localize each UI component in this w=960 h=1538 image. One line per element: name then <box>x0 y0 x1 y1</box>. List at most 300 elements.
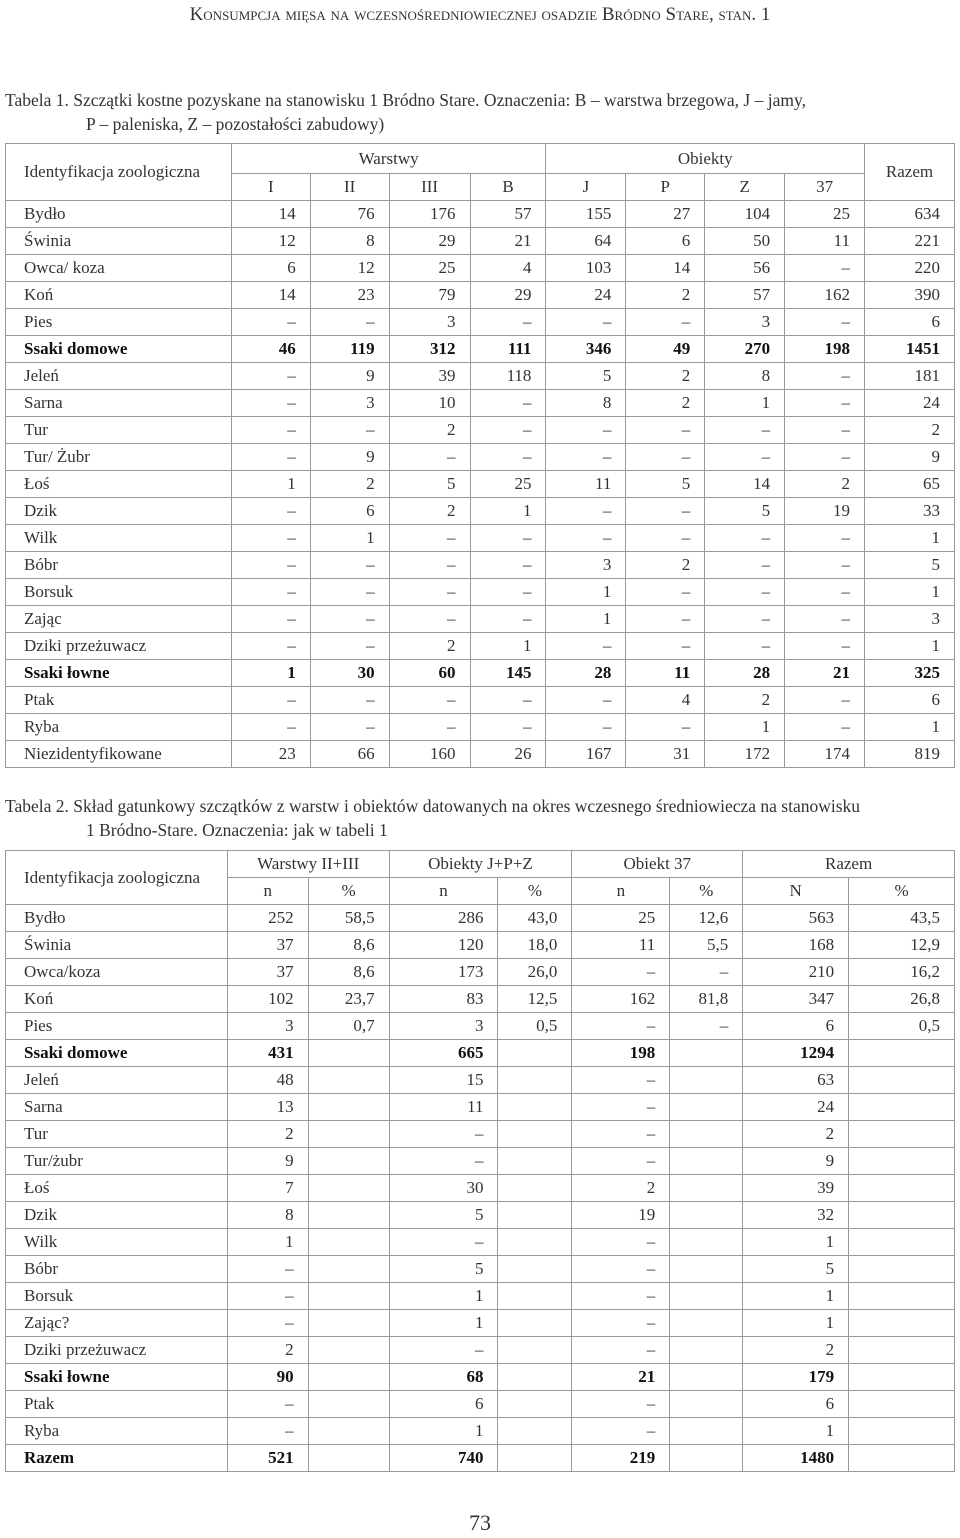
table-row <box>6 905 955 932</box>
table-cell: 12,6 <box>670 905 743 932</box>
table-cell: 5 <box>389 471 470 498</box>
table-cell: 1 <box>705 714 785 741</box>
table-cell <box>308 1229 389 1256</box>
table-cell: – <box>572 1337 670 1364</box>
table-cell: 9 <box>743 1148 849 1175</box>
table-cell <box>670 1310 743 1337</box>
table-cell: 1 <box>470 633 546 660</box>
table-cell: 1 <box>743 1310 849 1337</box>
table-cell: 2 <box>389 498 470 525</box>
table-cell: 10 <box>389 390 470 417</box>
table-cell <box>498 1067 572 1094</box>
table-cell: 2 <box>785 471 865 498</box>
table-cell: 162 <box>572 986 670 1013</box>
row-label: Pies <box>6 309 232 336</box>
table-cell: – <box>389 687 470 714</box>
table-cell: 2 <box>227 1121 308 1148</box>
table-row <box>6 606 955 633</box>
table-cell: 2 <box>227 1337 308 1364</box>
table1-group-warstwy: Warstwy <box>231 144 546 174</box>
table-cell: – <box>389 1148 498 1175</box>
table-cell <box>849 1094 955 1121</box>
table-cell: – <box>227 1256 308 1283</box>
table-row <box>6 741 955 768</box>
table-cell: – <box>572 1310 670 1337</box>
table-cell: 176 <box>389 201 470 228</box>
table-row <box>6 986 955 1013</box>
table-cell: 13 <box>227 1094 308 1121</box>
table-cell: – <box>785 579 865 606</box>
table-row <box>6 552 955 579</box>
table-cell: 103 <box>546 255 626 282</box>
row-label: Tur <box>6 1121 228 1148</box>
table-cell: – <box>785 606 865 633</box>
row-label: Razem <box>6 1445 228 1472</box>
table-cell <box>670 1094 743 1121</box>
table-cell: – <box>389 552 470 579</box>
table-cell: 3 <box>546 552 626 579</box>
table-cell: 162 <box>785 282 865 309</box>
table-cell <box>670 1067 743 1094</box>
row-label: Bydło <box>6 905 228 932</box>
row-label: Sarna <box>6 1094 228 1121</box>
row-label: Koń <box>6 986 228 1013</box>
table-cell: – <box>785 363 865 390</box>
table-cell: 0,7 <box>308 1013 389 1040</box>
table-cell: 1 <box>389 1310 498 1337</box>
table-cell: 8,6 <box>308 932 389 959</box>
table1-column-header: 37 <box>785 174 865 201</box>
table-cell <box>849 1175 955 1202</box>
table-cell: 26 <box>470 741 546 768</box>
table-row <box>6 228 955 255</box>
table-cell: – <box>626 633 705 660</box>
table-cell <box>308 1067 389 1094</box>
table-cell: 30 <box>310 660 389 687</box>
table2-subcolumn-header: n <box>572 878 670 905</box>
row-label: Owca/ koza <box>6 255 232 282</box>
table-cell: 60 <box>389 660 470 687</box>
table-row <box>6 525 955 552</box>
table-cell: – <box>572 1418 670 1445</box>
table-cell: 81,8 <box>670 986 743 1013</box>
table-cell: – <box>389 525 470 552</box>
table-cell <box>498 1418 572 1445</box>
table-cell: 6 <box>865 309 955 336</box>
table-cell: 48 <box>227 1067 308 1094</box>
row-label: Owca/koza <box>6 959 228 986</box>
table-cell: – <box>310 606 389 633</box>
table-cell: 43,0 <box>498 905 572 932</box>
table-cell: 1 <box>231 471 310 498</box>
table-row <box>6 1283 955 1310</box>
table-cell: – <box>572 1121 670 1148</box>
table-cell: – <box>231 498 310 525</box>
table-cell: – <box>626 309 705 336</box>
table-row <box>6 687 955 714</box>
table-cell: 221 <box>865 228 955 255</box>
table-cell: 111 <box>470 336 546 363</box>
table-cell <box>308 1418 389 1445</box>
table-cell <box>498 1040 572 1067</box>
table-cell: – <box>231 606 310 633</box>
row-label: Świnia <box>6 932 228 959</box>
table-cell: 25 <box>389 255 470 282</box>
table1-column-header: B <box>470 174 546 201</box>
table1-column-header: J <box>546 174 626 201</box>
table-cell <box>849 1256 955 1283</box>
table-cell: 1 <box>310 525 389 552</box>
table-cell: 102 <box>227 986 308 1013</box>
table-cell: 2 <box>743 1337 849 1364</box>
table-cell: 8 <box>227 1202 308 1229</box>
table-row <box>6 390 955 417</box>
table-row <box>6 660 955 687</box>
table-cell: 33 <box>865 498 955 525</box>
table-cell: 6 <box>743 1391 849 1418</box>
table-cell: 1 <box>865 579 955 606</box>
row-label: Dziki przeżuwacz <box>6 633 232 660</box>
table-cell: 31 <box>626 741 705 768</box>
table1-caption-line1: Tabela 1. Szczątki kostne pozyskane na stanowisku 1 Bródno Stare. Oznaczenia: B – warstwa brzegowa, J – jamy, <box>5 90 806 110</box>
table-cell: – <box>705 552 785 579</box>
table-row <box>6 1418 955 1445</box>
table1-column-header: Z <box>705 174 785 201</box>
table-cell: 26,0 <box>498 959 572 986</box>
table-row <box>6 1202 955 1229</box>
table-cell: 3 <box>705 309 785 336</box>
table-cell: – <box>670 959 743 986</box>
table-cell: – <box>470 525 546 552</box>
table-cell: – <box>572 1067 670 1094</box>
table-cell: – <box>231 309 310 336</box>
table-cell <box>498 1229 572 1256</box>
table-cell: 3 <box>227 1013 308 1040</box>
table-cell: 6 <box>389 1391 498 1418</box>
table-cell <box>670 1256 743 1283</box>
table-cell <box>308 1391 389 1418</box>
table-cell: – <box>231 579 310 606</box>
table-cell: – <box>705 525 785 552</box>
row-label: Ryba <box>6 714 232 741</box>
table-cell: 25 <box>572 905 670 932</box>
table-cell: 90 <box>227 1364 308 1391</box>
table-cell: 104 <box>705 201 785 228</box>
table1-caption-line2: P – paleniska, Z – pozostałości zabudowy) <box>86 114 385 134</box>
table-row <box>6 932 955 959</box>
table-cell: – <box>572 1256 670 1283</box>
table-row <box>6 1256 955 1283</box>
table-cell <box>849 1418 955 1445</box>
table-cell: 145 <box>470 660 546 687</box>
table-cell: 2 <box>865 417 955 444</box>
table-cell: 119 <box>310 336 389 363</box>
table-cell: 167 <box>546 741 626 768</box>
table-cell: 11 <box>572 932 670 959</box>
table-cell: – <box>310 579 389 606</box>
table-cell: 325 <box>865 660 955 687</box>
table-cell: – <box>231 552 310 579</box>
table2-subcolumn-header: n <box>389 878 498 905</box>
table-cell: – <box>470 390 546 417</box>
table-cell: – <box>389 714 470 741</box>
table-cell: – <box>705 606 785 633</box>
table-cell: – <box>785 687 865 714</box>
table-cell: – <box>470 606 546 633</box>
row-label: Ssaki domowe <box>6 336 232 363</box>
table-cell: 21 <box>785 660 865 687</box>
table-row <box>6 471 955 498</box>
table-cell: 120 <box>389 932 498 959</box>
table-cell <box>308 1175 389 1202</box>
table-cell: – <box>546 417 626 444</box>
table-cell: 14 <box>626 255 705 282</box>
table-cell: 1 <box>470 498 546 525</box>
table-cell: 0,5 <box>498 1013 572 1040</box>
table-cell: 2 <box>310 471 389 498</box>
row-label: Borsuk <box>6 1283 228 1310</box>
table-cell: 2 <box>572 1175 670 1202</box>
table-cell: – <box>785 552 865 579</box>
table-cell: 15 <box>389 1067 498 1094</box>
table-cell: 14 <box>231 282 310 309</box>
row-label: Tur/ Żubr <box>6 444 232 471</box>
table-cell: – <box>470 552 546 579</box>
table-cell: 270 <box>705 336 785 363</box>
table-cell: – <box>470 444 546 471</box>
table-cell: – <box>785 417 865 444</box>
table-cell <box>498 1337 572 1364</box>
table-cell: – <box>310 714 389 741</box>
table2-subcolumn-header: n <box>227 878 308 905</box>
row-label: Dzik <box>6 498 232 525</box>
table2-subcolumn-header: % <box>849 878 955 905</box>
table-cell: 16,2 <box>849 959 955 986</box>
row-label: Ptak <box>6 1391 228 1418</box>
table-cell <box>498 1148 572 1175</box>
table-cell: 64 <box>546 228 626 255</box>
table-row <box>6 1337 955 1364</box>
table-cell: 6 <box>626 228 705 255</box>
table-cell <box>498 1094 572 1121</box>
table-cell: 9 <box>227 1148 308 1175</box>
table-cell <box>670 1337 743 1364</box>
table-cell <box>308 1364 389 1391</box>
table-cell: 21 <box>572 1364 670 1391</box>
table-cell <box>308 1256 389 1283</box>
table-cell <box>498 1310 572 1337</box>
table-cell: 7 <box>227 1175 308 1202</box>
row-label: Ryba <box>6 1418 228 1445</box>
table-cell <box>849 1229 955 1256</box>
table-cell: – <box>231 363 310 390</box>
table-row <box>6 959 955 986</box>
table-cell: 390 <box>865 282 955 309</box>
table-cell <box>670 1148 743 1175</box>
table-cell: 8 <box>546 390 626 417</box>
table-cell: – <box>546 309 626 336</box>
row-label: Ssaki domowe <box>6 1040 228 1067</box>
table-cell: – <box>785 390 865 417</box>
row-label: Bóbr <box>6 552 232 579</box>
row-label: Koń <box>6 282 232 309</box>
table-cell: 1451 <box>865 336 955 363</box>
table-cell: – <box>231 525 310 552</box>
table-cell: 5 <box>546 363 626 390</box>
table1-column-header: III <box>389 174 470 201</box>
table-cell: 29 <box>470 282 546 309</box>
table-cell: 6 <box>865 687 955 714</box>
table-cell: 347 <box>743 986 849 1013</box>
table-row <box>6 498 955 525</box>
table-cell: – <box>785 525 865 552</box>
table-cell: 2 <box>389 633 470 660</box>
table-cell: 23 <box>231 741 310 768</box>
table-cell: 4 <box>626 687 705 714</box>
table-cell <box>498 1256 572 1283</box>
table-cell: 1 <box>546 579 626 606</box>
table-cell: – <box>626 498 705 525</box>
table-cell: – <box>572 1094 670 1121</box>
table2-group-header: Obiekty J+P+Z <box>389 851 572 878</box>
table-row <box>6 1121 955 1148</box>
row-label: Wilk <box>6 1229 228 1256</box>
table-cell: 431 <box>227 1040 308 1067</box>
table-cell: – <box>572 1148 670 1175</box>
table-cell: 2 <box>389 417 470 444</box>
table-cell: 5 <box>389 1256 498 1283</box>
table-row <box>6 1013 955 1040</box>
table-cell: – <box>785 633 865 660</box>
table-cell: 346 <box>546 336 626 363</box>
table-cell: 8 <box>310 228 389 255</box>
table-cell: 563 <box>743 905 849 932</box>
table-cell: 30 <box>389 1175 498 1202</box>
table-cell: 49 <box>626 336 705 363</box>
table-row <box>6 444 955 471</box>
table-cell: – <box>626 714 705 741</box>
table2-subcolumn-header: % <box>670 878 743 905</box>
table-cell: 24 <box>546 282 626 309</box>
table-cell <box>498 1283 572 1310</box>
table-cell: 5 <box>743 1256 849 1283</box>
table-cell: 8 <box>705 363 785 390</box>
table-cell: 118 <box>470 363 546 390</box>
table-cell: 198 <box>785 336 865 363</box>
row-label: Wilk <box>6 525 232 552</box>
row-label: Łoś <box>6 471 232 498</box>
table-cell: 2 <box>626 552 705 579</box>
table-row <box>6 633 955 660</box>
table-row <box>6 1067 955 1094</box>
table-cell: 172 <box>705 741 785 768</box>
table-cell: – <box>310 633 389 660</box>
table-cell: 5 <box>705 498 785 525</box>
table-cell: 2 <box>626 390 705 417</box>
table-cell: 29 <box>389 228 470 255</box>
table-cell: 83 <box>389 986 498 1013</box>
table-cell <box>498 1175 572 1202</box>
table-cell <box>849 1310 955 1337</box>
table-cell <box>498 1391 572 1418</box>
table-cell: 58,5 <box>308 905 389 932</box>
table-cell: 12,5 <box>498 986 572 1013</box>
table-cell: – <box>626 579 705 606</box>
table-cell: 3 <box>310 390 389 417</box>
table2-header-label: Identyfikacja zoologiczna <box>6 851 228 905</box>
table-cell: 2 <box>705 687 785 714</box>
table-cell <box>670 1391 743 1418</box>
table-cell: 39 <box>389 363 470 390</box>
table-cell: – <box>546 687 626 714</box>
table-cell: 2 <box>743 1121 849 1148</box>
table-cell: 68 <box>389 1364 498 1391</box>
table1-column-header: I <box>231 174 310 201</box>
table-cell: – <box>389 1337 498 1364</box>
table-row <box>6 1391 955 1418</box>
table-cell: – <box>227 1418 308 1445</box>
table-cell: 1 <box>231 660 310 687</box>
table-cell: – <box>231 687 310 714</box>
table-cell: – <box>227 1283 308 1310</box>
row-label: Niezidentyfikowane <box>6 741 232 768</box>
table-cell: 12,9 <box>849 932 955 959</box>
table-cell: 14 <box>705 471 785 498</box>
table-cell <box>849 1337 955 1364</box>
table-cell: – <box>470 579 546 606</box>
row-label: Zając <box>6 606 232 633</box>
table-cell: 63 <box>743 1067 849 1094</box>
table-cell: 11 <box>389 1094 498 1121</box>
table-cell: 24 <box>865 390 955 417</box>
table-cell <box>670 1283 743 1310</box>
table2-subcolumn-header: % <box>308 878 389 905</box>
table-row <box>6 282 955 309</box>
table-cell: 28 <box>705 660 785 687</box>
table-cell <box>498 1202 572 1229</box>
table-cell: – <box>389 606 470 633</box>
table-cell: 3 <box>865 606 955 633</box>
table-cell <box>849 1283 955 1310</box>
table-cell: 521 <box>227 1445 308 1472</box>
table1-group-obiekty: Obiekty <box>546 144 865 174</box>
table-cell: 819 <box>865 741 955 768</box>
table-cell: 2 <box>626 363 705 390</box>
table-row <box>6 417 955 444</box>
table-cell: 5 <box>865 552 955 579</box>
table-row <box>6 309 955 336</box>
table-cell: – <box>572 1229 670 1256</box>
table-cell: 57 <box>470 201 546 228</box>
table-row <box>6 1175 955 1202</box>
table-cell: 173 <box>389 959 498 986</box>
table-cell: – <box>572 1391 670 1418</box>
table1-column-header: II <box>310 174 389 201</box>
table-cell <box>670 1364 743 1391</box>
table-row <box>6 255 955 282</box>
table-cell: – <box>470 417 546 444</box>
row-label: Ssaki łowne <box>6 1364 228 1391</box>
table-cell: 39 <box>743 1175 849 1202</box>
table-cell: – <box>231 714 310 741</box>
table-cell: – <box>389 1121 498 1148</box>
table-cell: – <box>626 606 705 633</box>
table-cell: – <box>227 1310 308 1337</box>
table-cell: 23 <box>310 282 389 309</box>
table-cell: – <box>310 417 389 444</box>
table-cell <box>670 1202 743 1229</box>
table2 <box>5 850 955 1472</box>
